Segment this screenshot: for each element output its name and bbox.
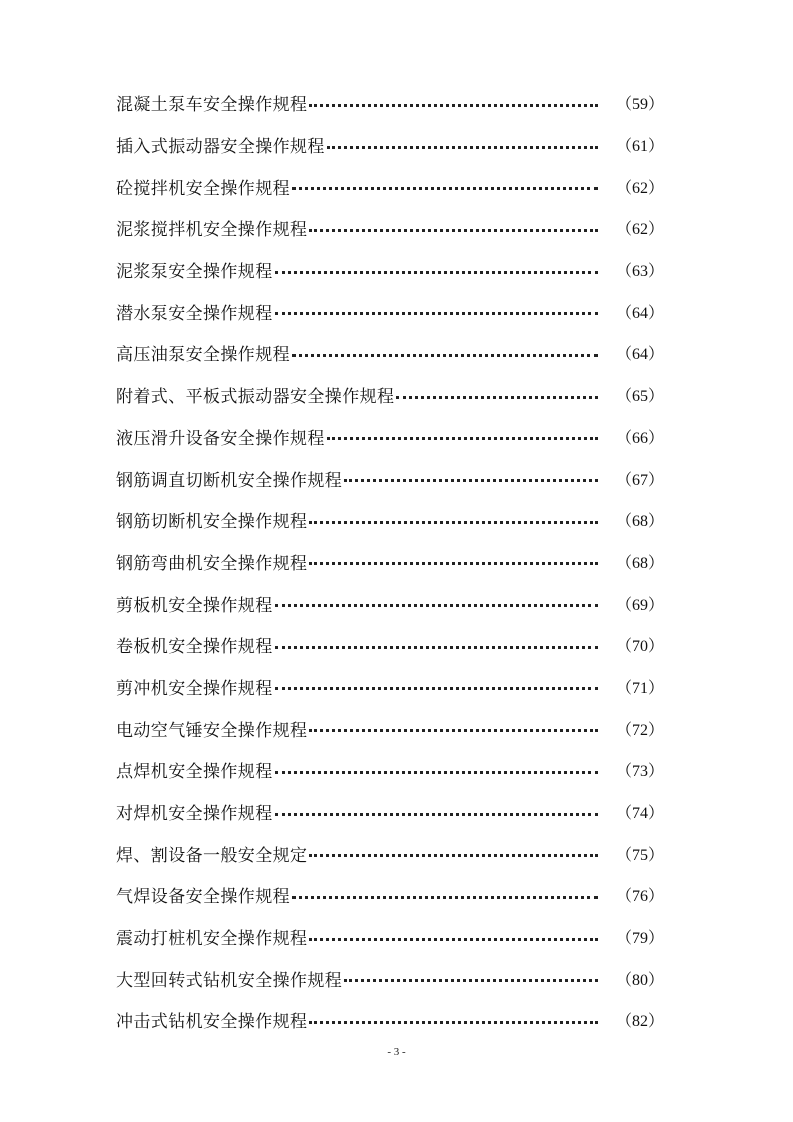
dot-leader [309,520,598,524]
toc-entry[interactable] [116,749,665,791]
toc-entry[interactable] [116,207,665,249]
toc-entry[interactable] [116,541,665,583]
dot-leader [309,1020,598,1024]
page-number: - 3 - [387,1046,406,1058]
toc-entry[interactable] [116,624,665,666]
toc-entry-title: 潜水泵安全操作规程 [116,303,273,324]
toc-entry-title: 对焊机安全操作规程 [116,804,273,825]
toc-entry-page: （64） [616,346,665,364]
toc-entry-title: 大型回转式钻机安全操作规程 [116,970,343,991]
toc-entry-title: 砼搅拌机安全操作规程 [116,178,290,199]
toc-entry-page: （62） [616,221,665,239]
toc-entry-page: （82） [616,1013,665,1031]
dot-leader [275,603,598,607]
toc-entry-page: （76） [616,888,665,906]
toc-entry-title: 附着式、平板式振动器安全操作规程 [116,387,395,408]
dot-leader [309,561,598,565]
toc-entry-page: （64） [616,304,665,322]
toc-entry[interactable] [116,832,665,874]
dot-leader [292,895,598,899]
toc-entry[interactable] [116,499,665,541]
toc-entry[interactable] [116,791,665,833]
dot-leader [275,270,598,274]
dot-leader [275,770,598,774]
toc-entry-page: （69） [616,596,665,614]
toc-entry-title: 插入式振动器安全操作规程 [116,137,325,158]
toc-entry-page: （72） [616,721,665,739]
toc-entry-page: （75） [616,846,665,864]
dot-leader [275,645,598,649]
dot-leader [327,145,598,149]
toc-entry-title: 钢筋弯曲机安全操作规程 [116,553,308,574]
toc-entry-title: 焊、割设备一般安全规定 [116,845,308,866]
toc-entry[interactable] [116,165,665,207]
toc-entry[interactable] [116,457,665,499]
toc-entry-title: 气焊设备安全操作规程 [116,887,290,908]
toc-entry-title: 泥浆搅拌机安全操作规程 [116,220,308,241]
dot-leader [275,311,598,315]
toc-entry-title: 剪冲机安全操作规程 [116,678,273,699]
table-of-contents [116,82,665,1041]
toc-entry-title: 震动打桩机安全操作规程 [116,929,308,950]
toc-entry[interactable] [116,582,665,624]
toc-entry[interactable] [116,999,665,1041]
dot-leader [292,353,598,357]
toc-entry-title: 钢筋调直切断机安全操作规程 [116,470,343,491]
toc-entry-page: （68） [616,554,665,572]
toc-entry[interactable] [116,124,665,166]
toc-entry[interactable] [116,874,665,916]
toc-entry-page: （66） [616,429,665,447]
toc-entry-page: （67） [616,471,665,489]
dot-leader [309,728,598,732]
toc-entry-title: 冲击式钻机安全操作规程 [116,1012,308,1033]
dot-leader [275,812,598,816]
dot-leader [275,686,598,690]
toc-entry-page: （62） [616,179,665,197]
dot-leader [309,228,598,232]
dot-leader [344,478,598,482]
toc-entry[interactable] [116,416,665,458]
toc-entry-page: （63） [616,263,665,281]
toc-entry-title: 剪板机安全操作规程 [116,595,273,616]
toc-entry-title: 高压油泵安全操作规程 [116,345,290,366]
toc-entry-title: 点焊机安全操作规程 [116,762,273,783]
toc-entry-page: （74） [616,805,665,823]
toc-entry-title: 泥浆泵安全操作规程 [116,262,273,283]
toc-entry-title: 混凝土泵车安全操作规程 [116,95,308,116]
toc-entry-title: 液压滑升设备安全操作规程 [116,428,325,449]
toc-entry-page: （73） [616,763,665,781]
dot-leader [344,978,598,982]
dot-leader [327,436,598,440]
toc-entry-page: （68） [616,513,665,531]
dot-leader [309,103,598,107]
toc-entry-page: （80） [616,971,665,989]
dot-leader [396,395,598,399]
toc-entry-title: 钢筋切断机安全操作规程 [116,512,308,533]
toc-entry[interactable] [116,707,665,749]
toc-entry[interactable] [116,957,665,999]
toc-entry[interactable] [116,82,665,124]
toc-entry-page: （70） [616,638,665,656]
dot-leader [309,937,598,941]
toc-entry-page: （65） [616,388,665,406]
toc-entry-page: （59） [616,96,665,114]
dot-leader [309,853,598,857]
toc-entry[interactable] [116,290,665,332]
toc-entry[interactable] [116,249,665,291]
dot-leader [292,186,598,190]
toc-entry[interactable] [116,666,665,708]
toc-entry[interactable] [116,374,665,416]
toc-entry-page: （61） [616,138,665,156]
toc-entry-page: （71） [616,679,665,697]
toc-entry-title: 卷板机安全操作规程 [116,637,273,658]
toc-entry-title: 电动空气锤安全操作规程 [116,720,308,741]
toc-entry[interactable] [116,916,665,958]
toc-entry[interactable] [116,332,665,374]
toc-entry-page: （79） [616,930,665,948]
